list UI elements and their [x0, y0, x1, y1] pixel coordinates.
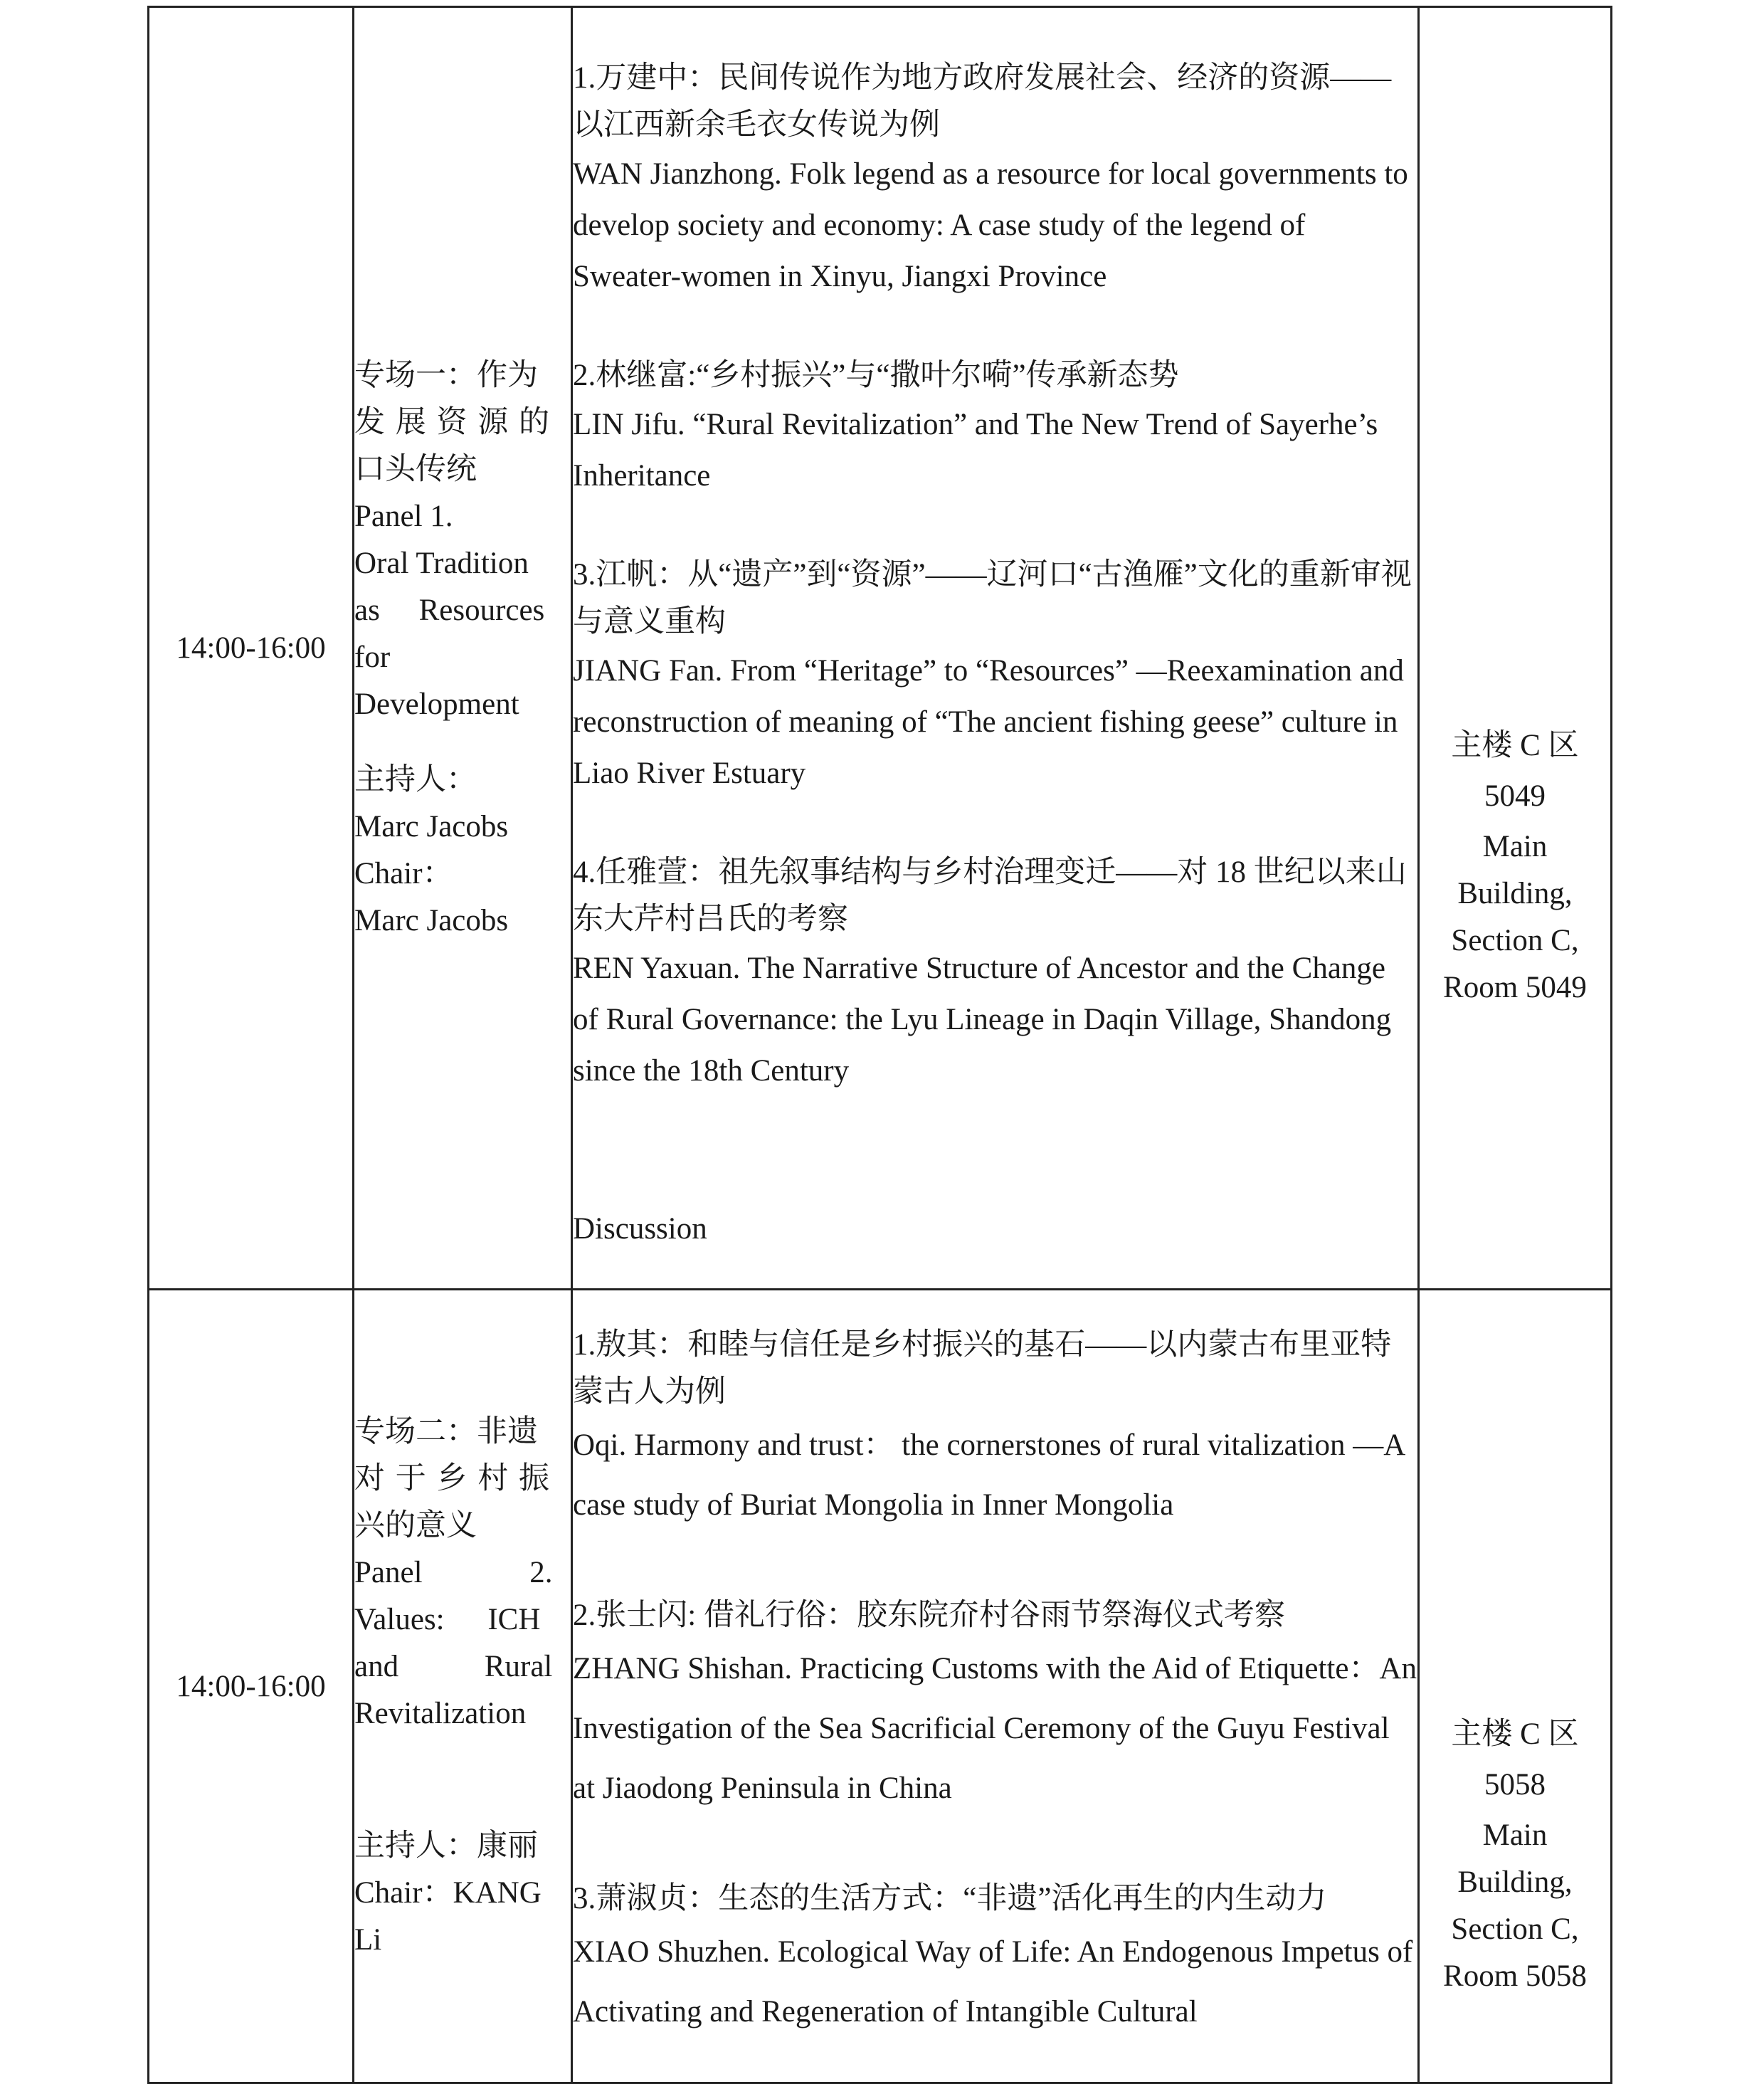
room-en: Building, [1457, 1865, 1573, 1899]
papers-cell [572, 1290, 1419, 2083]
paper-title-zh: 4.任雅萱：祖先叙事结构与乡村治理变迁——对 18 世纪以来山东大芹村吕氏的考察 [573, 855, 1407, 936]
chair-line: Li [354, 1923, 382, 1957]
room-en: Room 5049 [1443, 971, 1587, 1004]
room-en: Room 5058 [1443, 1959, 1587, 1993]
panel-title-zh: 专场二：非遗 [354, 1415, 538, 1448]
paper-entry [573, 352, 1417, 502]
panel-cell [354, 7, 572, 1290]
room-en: Main [1482, 1818, 1548, 1852]
panel-title-en: as Resources [354, 593, 545, 627]
chair-line: Chair：KANG [354, 1876, 542, 1910]
panel-title-en: and Rural [354, 1650, 553, 1683]
paper-entry [573, 1592, 1417, 1819]
paper-entry [573, 552, 1417, 799]
time-cell: 14:00-16:00 [149, 1290, 354, 2083]
panel-title-en: Revitalization [354, 1697, 527, 1730]
panel-title-en: for [354, 640, 391, 674]
chair-name: Marc Jacobs [354, 903, 509, 937]
panel-cell [354, 1290, 572, 2083]
room-en: Main [1482, 830, 1548, 863]
panel-title-en: Panel 2. [354, 1556, 553, 1589]
papers-cell [572, 7, 1419, 1290]
panel-title-en: Development [354, 687, 519, 721]
room-en: Section C, [1451, 924, 1579, 957]
paper-title-zh: 1.万建中：民间传说作为地方政府发展社会、经济的资源——以江西新余毛衣女传说为例 [573, 60, 1392, 142]
paper-title-en: WAN Jianzhong. Folk legend as a resource for local governments to develop society and economy: A case study of the legend of Sweater-women in Xinyu, Jiangxi Province [573, 157, 1408, 293]
room-cell [1419, 1290, 1612, 2083]
chair-label: 主持人： [354, 762, 477, 796]
chair-line: 主持人：康丽 [354, 1829, 538, 1863]
session-row [149, 1290, 1612, 2083]
room-cell [1419, 7, 1612, 1290]
panel-title-zh: 对 于 乡 村 振 [354, 1462, 551, 1495]
paper-entry [573, 849, 1417, 1097]
panel-title-en: Values: ICH [354, 1603, 541, 1636]
panel-title-en: Oral Tradition [354, 546, 529, 580]
paper-title-en: REN Yaxuan. The Narrative Structure of Ancestor and the Change of Rural Governance: the Lyu Lineage in Daqin Village, Shandong since the 18th Century [573, 951, 1392, 1088]
paper-title-zh: 2.张士闪: 借礼行俗：胶东院夼村谷雨节祭海仪式考察 [573, 1599, 1285, 1632]
room-zh: 主楼 C 区 [1451, 729, 1579, 762]
room-number: 5058 [1484, 1767, 1546, 1801]
paper-title-en: JIANG Fan. From “Heritage” to “Resources” —Reexamination and reconstruction of meaning of “The ancient fishing geese” culture in Liao River Estuary [573, 653, 1404, 790]
discussion-label: Discussion [573, 1211, 707, 1246]
room-en: Building, [1457, 877, 1573, 910]
panel-title-zh: 兴的意义 [354, 1509, 477, 1542]
paper-title-zh: 3.江帆：从“遗产”到“资源”——辽河口“古渔雁”文化的重新审视与意义重构 [573, 557, 1412, 638]
chair-label: Chair： [354, 856, 453, 890]
paper-entry [573, 1875, 1417, 2042]
panel-title-zh: 口头传统 [354, 452, 477, 486]
paper-title-zh: 3.萧淑贞：生态的生活方式：“非遗”活化再生的内生动力 [573, 1882, 1327, 1915]
panel-title-zh: 专场一：作为 [354, 358, 538, 392]
room-zh: 主楼 C 区 [1451, 1717, 1579, 1751]
paper-title-en: Oqi. Harmony and trust： the cornerstones of rural vitalization —A case study of Buriat Mongolia in Inner Mongolia [573, 1428, 1404, 1522]
paper-title-zh: 2.林继富:“乡村振兴”与“撒叶尔嗬”传承新态势 [573, 358, 1179, 392]
paper-title-en: ZHANG Shishan. Practicing Customs with the Aid of Etiquette：An Investigation of the Sea Sacrificial Ceremony of the Guyu Festival at Jiaodong Peninsula in China [573, 1652, 1417, 1805]
paper-title-zh: 1.敖其：和睦与信任是乡村振兴的基石——以内蒙古布里亚特蒙古人为例 [573, 1328, 1392, 1409]
paper-entry [573, 55, 1417, 302]
schedule-table [147, 6, 1612, 2084]
panel-title-zh: 发 展 资 源 的 [354, 405, 551, 439]
room-number: 5049 [1484, 779, 1546, 813]
session-row [149, 7, 1612, 1290]
chair-name: Marc Jacobs [354, 809, 509, 843]
room-en: Section C, [1451, 1912, 1579, 1946]
paper-title-en: XIAO Shuzhen. Ecological Way of Life: An Endogenous Impetus of Activating and Regeneration of Intangible Cultural [573, 1935, 1413, 2028]
paper-title-en: LIN Jifu. “Rural Revitalization” and The New Trend of Sayerhe’s Inheritance [573, 407, 1378, 493]
paper-entry [573, 1322, 1417, 1535]
panel-title-en: Panel 1. [354, 499, 453, 533]
time-cell: 14:00-16:00 [149, 7, 354, 1290]
